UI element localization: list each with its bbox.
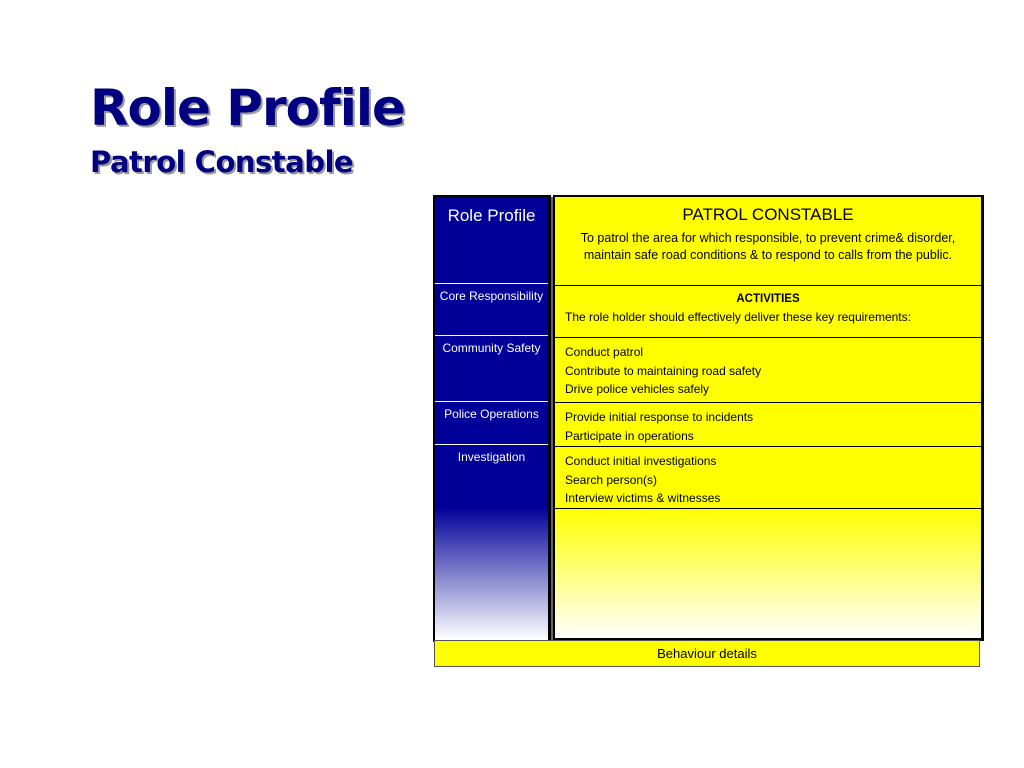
activities-title: ACTIVITIES (736, 293, 800, 305)
list-item: Contribute to maintaining road safety (565, 363, 762, 378)
list-item: Conduct initial investigations (565, 454, 717, 468)
page-subtitle: Patrol Constable (90, 145, 354, 179)
activities-cell (555, 286, 981, 338)
list-item: Interview victims & witnesses (565, 491, 721, 505)
police-activities-list (555, 403, 981, 447)
left-column (433, 195, 551, 642)
left-core-responsibility: Core Responsibility (435, 284, 548, 336)
left-investigation: Investigation (457, 450, 526, 464)
role-name: PATROL CONSTABLE (682, 205, 854, 224)
page-title: Role Profile (90, 79, 405, 137)
activities-intro: The role holder should effectively deliver these key requirements: (565, 310, 911, 324)
investigation-activities-list (555, 447, 981, 509)
list-item: Conduct patrol (565, 345, 644, 359)
left-header: Role Profile (435, 197, 548, 284)
list-item: Provide initial response to incidents (565, 410, 754, 424)
role-header-cell (555, 197, 981, 286)
list-item: Drive police vehicles safely (565, 382, 710, 396)
list-item: Search person(s) (565, 472, 658, 487)
right-column (553, 195, 984, 641)
role-description: To patrol the area for which responsible, to prevent crime& disorder, maintain safe road conditions & to respond to calls from the public. (580, 231, 956, 262)
behaviour-details-button[interactable]: Behaviour details (434, 640, 980, 667)
community-activities-list (555, 338, 981, 403)
list-item: Participate in operations (565, 428, 694, 443)
left-community-safety: Community Safety (435, 336, 548, 402)
left-police-operations: Police Operations (435, 402, 548, 445)
